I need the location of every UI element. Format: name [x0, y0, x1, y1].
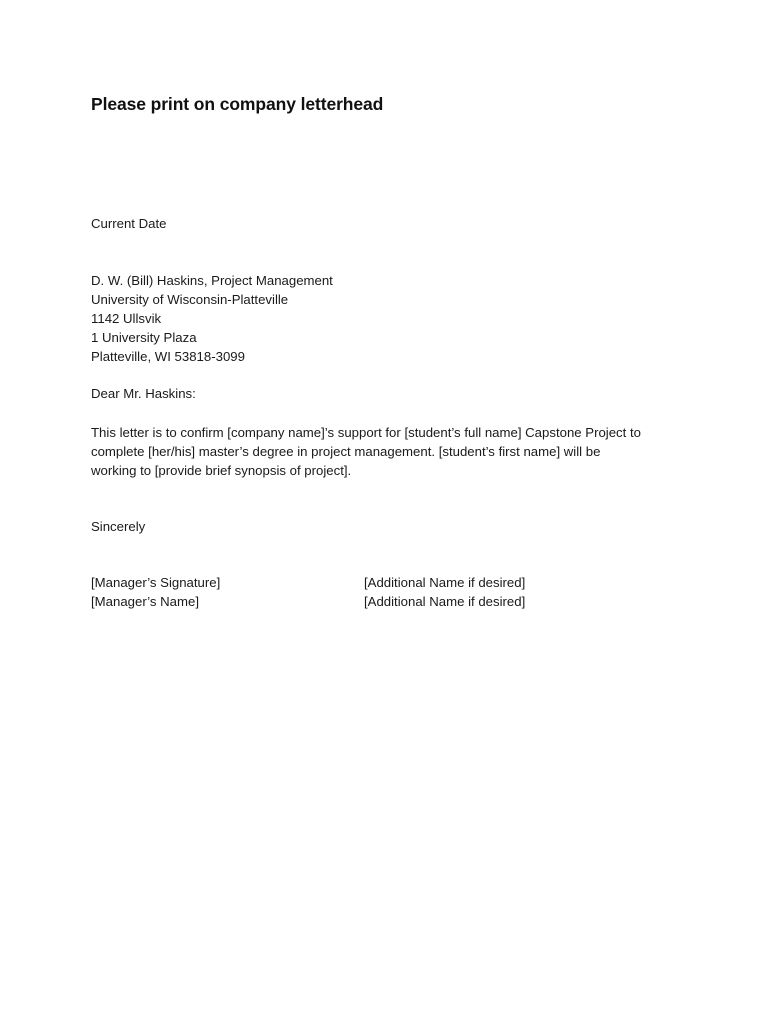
recipient-city-line: Platteville, WI 53818-3099 [91, 349, 245, 364]
current-date: Current Date [91, 216, 167, 231]
manager-signature-block [91, 573, 220, 611]
body-line: complete [her/his] master’s degree in project management. [student’s first name] will be [91, 444, 601, 459]
salutation: Dear Mr. Haskins: [91, 386, 196, 401]
additional-name: [Additional Name if desired] [364, 594, 526, 609]
letter-body [91, 423, 641, 480]
additional-name: [Additional Name if desired] [364, 575, 526, 590]
closing: Sincerely [91, 519, 146, 534]
body-line: working to [provide brief synopsis of project]. [91, 463, 352, 478]
recipient-university-line: University of Wisconsin-Platteville [91, 292, 289, 307]
letterhead-instruction: Please print on company letterhead [91, 94, 384, 114]
recipient-name-line: D. W. (Bill) Haskins, Project Management [91, 273, 333, 288]
manager-name: [Manager’s Name] [91, 594, 199, 609]
recipient-building-line: 1142 Ullsvik [91, 311, 162, 326]
additional-signature-block [364, 573, 525, 611]
recipient-street-line: 1 University Plaza [91, 330, 197, 345]
body-line: This letter is to confirm [company name]’s support for [student’s full name] Capstone Project to [91, 425, 641, 440]
recipient-address [91, 271, 333, 366]
manager-signature: [Manager’s Signature] [91, 575, 221, 590]
